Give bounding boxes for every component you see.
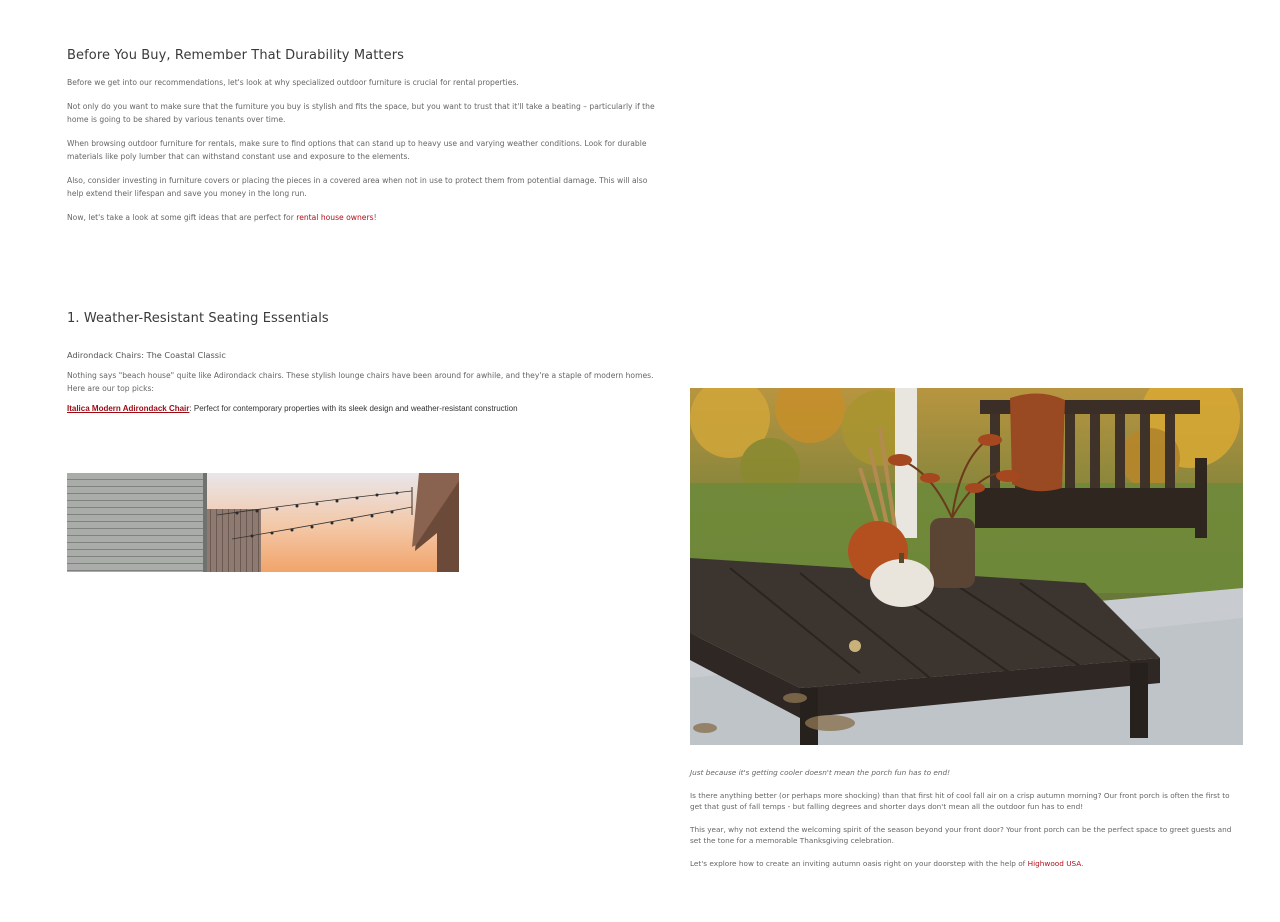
paragraph-5-prefix: Now, let's take a look at some gift ideas that are perfect for [67,213,297,222]
paragraph-3-prefix: Let's explore how to create an inviting autumn oasis right on your doorstep with the help of [690,858,1028,868]
seating-heading: 1. Weather-Resistant Seating Essentials [67,311,329,326]
porch-paragraph-1: Is there anything better (or perhaps more shocking) than that first hit of cool fall air on a crisp autumn morning? Our front porch is often the first to get that gust of fall temps - but falling degrees and shorter days don't mean all the outdoor fun has to end! [690,790,1230,811]
top-pick-description: : Perfect for contemporary properties with its sleek design and weather-resistant construction [189,404,518,413]
porch-table-photo [690,388,1243,745]
durability-heading: Before You Buy, Remember That Durability Matters [67,48,405,63]
porch-photo-caption: Just because it's getting cooler doesn't mean the porch fun has to end! [690,768,951,777]
italica-chair-link[interactable]: Italica Modern Adirondack Chair [67,404,190,413]
durability-paragraph-5 [67,211,662,224]
rental-house-owners-link[interactable]: rental house owners [296,213,374,222]
highwood-usa-link[interactable]: Highwood USA [1027,858,1082,868]
top-pick-item [67,404,662,413]
porch-paragraph-3 [690,858,1243,870]
durability-section [67,48,662,235]
string-lights-banner-image [67,473,459,572]
adirondack-intro: Nothing says "beach house" quite like Adirondack chairs. These stylish lounge chairs have been around for awhile, and they're a staple of modern homes. Here are our top picks: [67,371,654,393]
porch-paragraph-2: This year, why not extend the welcoming spirit of the season beyond your front door? Your front porch can be the perfect space to greet guests and set the tone for a memorable Thanksgiving celebration. [690,824,1232,845]
paragraph-3-suffix: . [1081,858,1084,868]
paragraph-5-suffix: ! [373,213,377,222]
durability-paragraph-4: Also, consider investing in furniture covers or placing the pieces in a covered area when not in use to protect them from potential damage. This will also help extend their lifespan and save you money in the long run. [67,176,648,198]
durability-paragraph-1: Before we get into our recommendations, let's look at why specialized outdoor furniture is crucial for rental properties. [67,78,519,87]
adirondack-subheading: Adirondack Chairs: The Coastal Classic [67,350,226,360]
seating-section [67,350,662,413]
durability-paragraph-3: When browsing outdoor furniture for rentals, make sure to find options that can stand up to heavy use and varying weather conditions. Look for durable materials like poly lumber that can withstand constant use and exposure to the elements. [67,139,647,161]
porch-article [690,388,1243,880]
durability-paragraph-2: Not only do you want to make sure that the furniture you buy is stylish and fits the space, but you want to trust that it'll take a beating – particularly if the home is going to be shared by various tenants over time. [67,102,655,124]
